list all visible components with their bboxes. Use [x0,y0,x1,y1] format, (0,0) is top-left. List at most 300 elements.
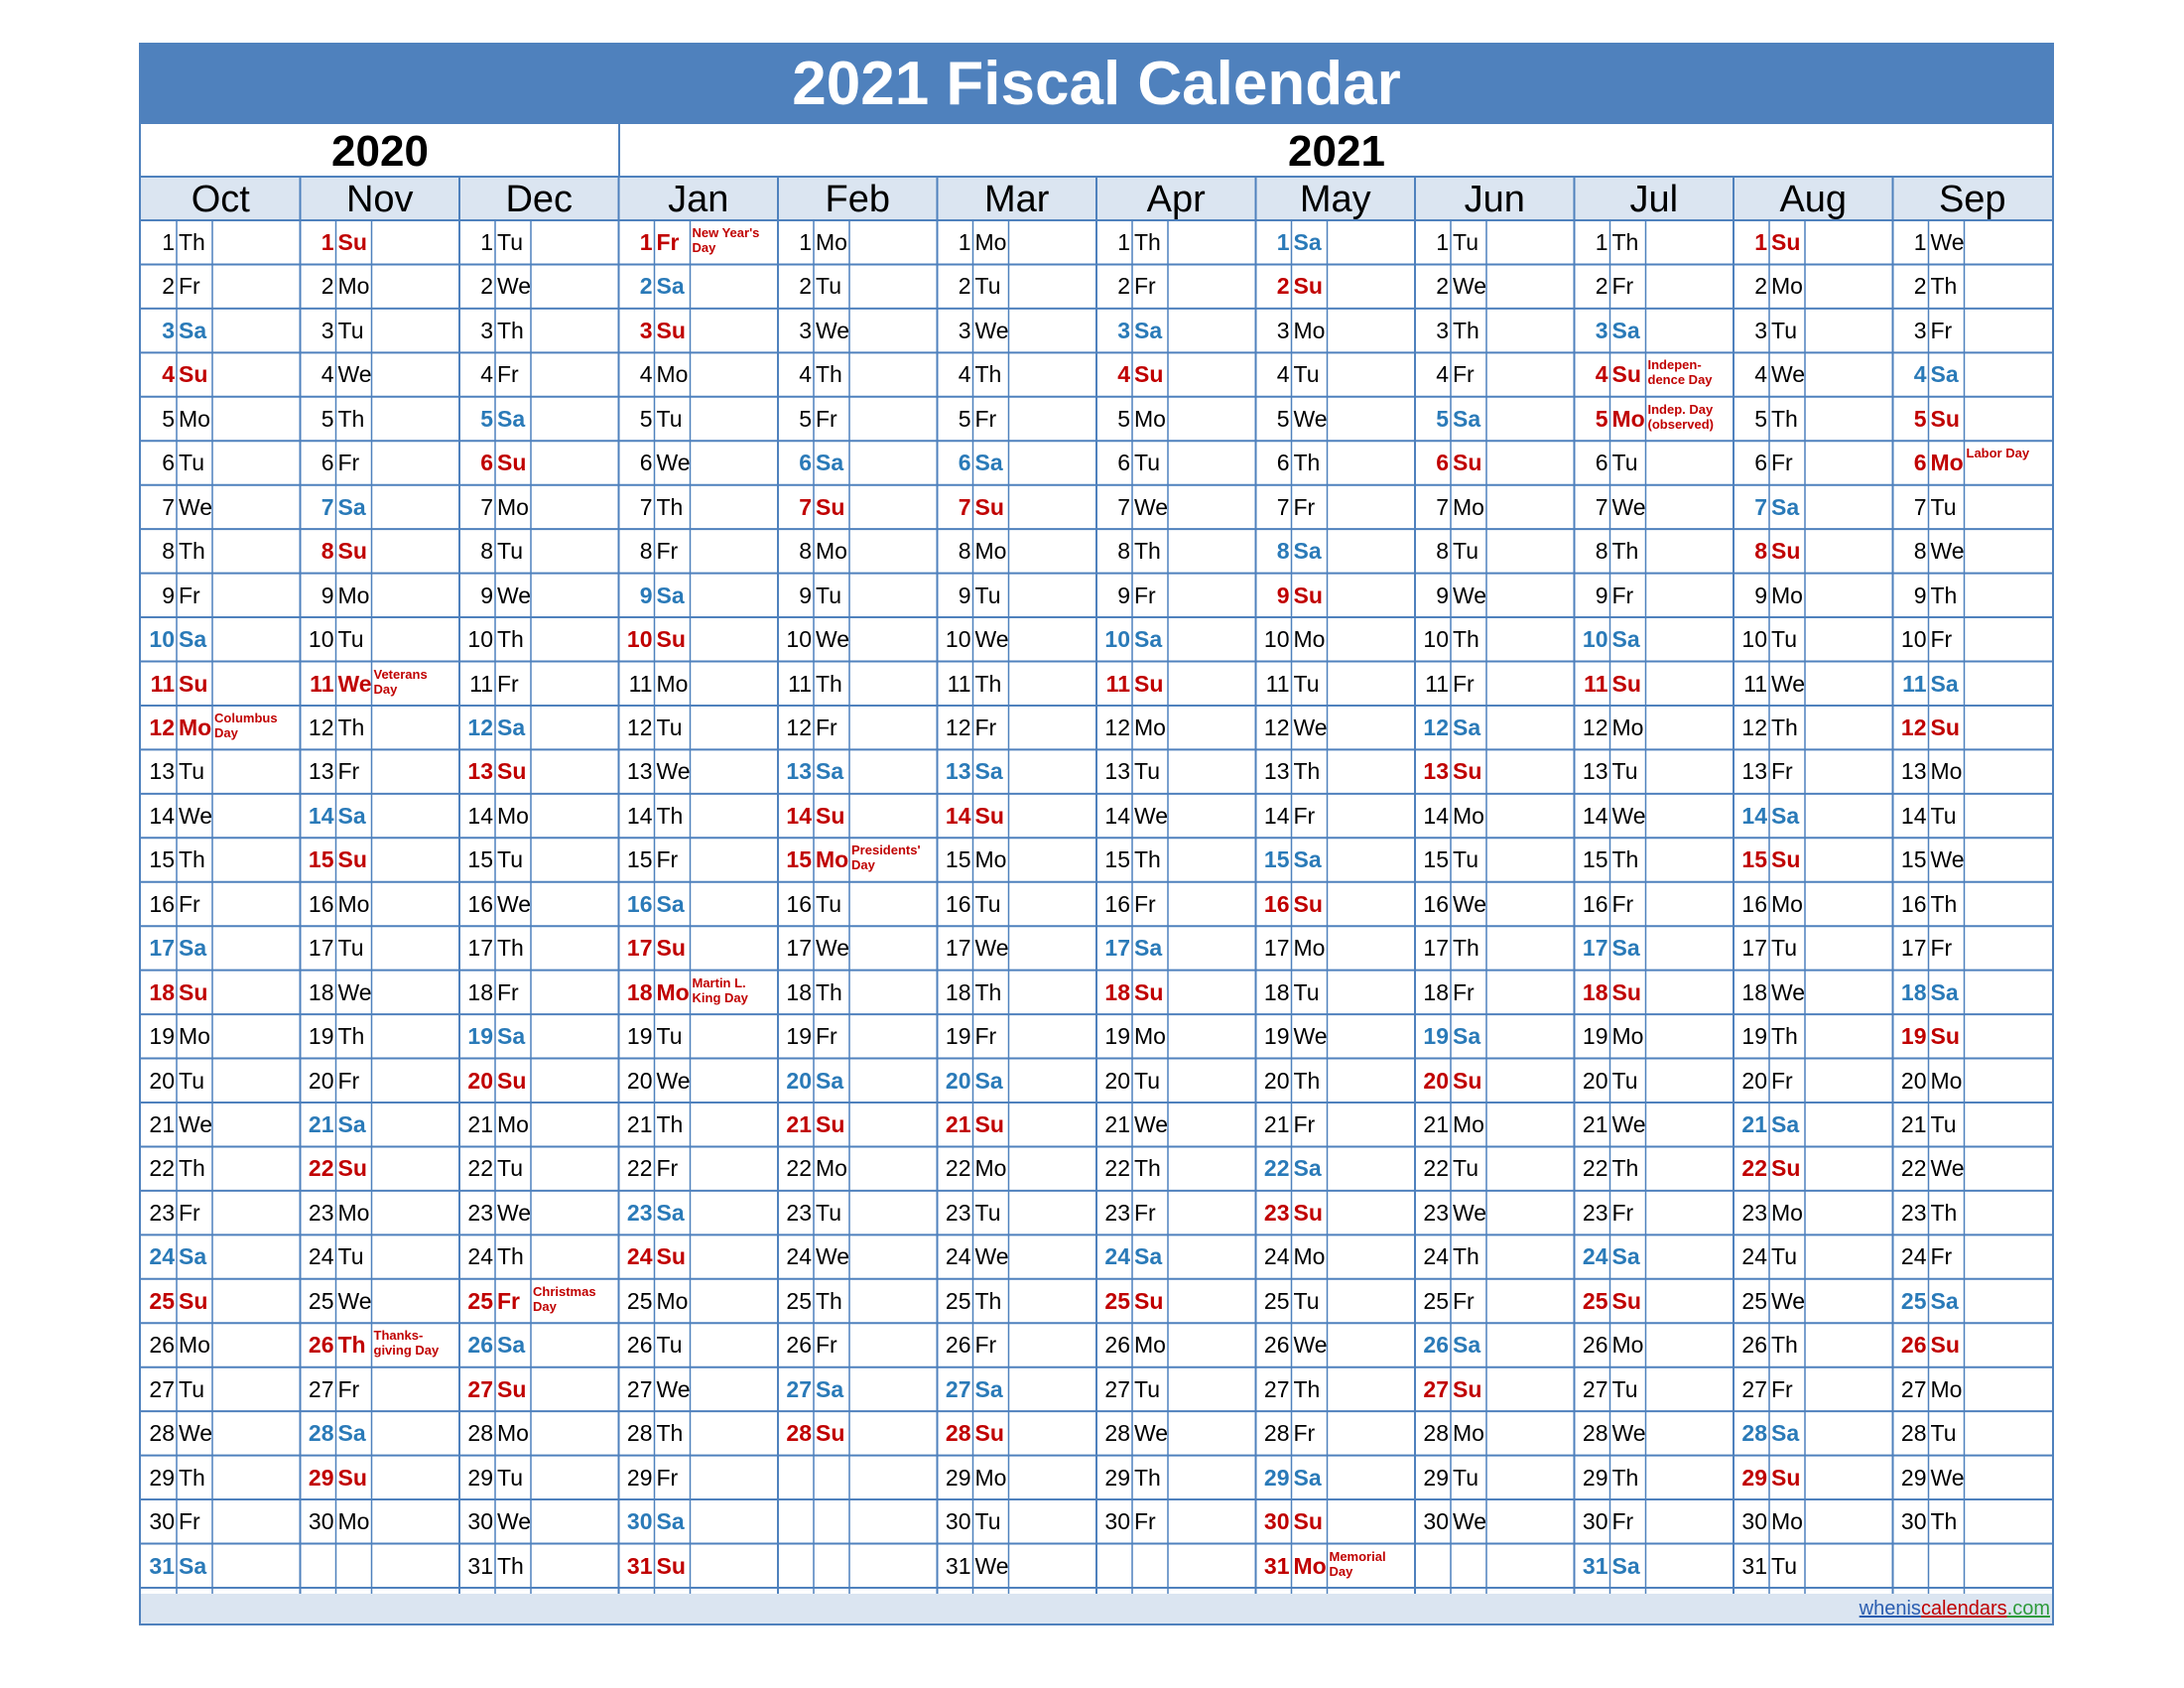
day-cell [1734,220,1893,264]
weekday-label: Mo [1771,273,1803,300]
day-number: 3 [958,317,971,343]
day-cell [1575,662,1734,706]
day-cell [1096,220,1256,264]
weekday-label: Sa [1930,1287,1959,1314]
day-cell [1734,617,1893,661]
day-number: 19 [945,1023,971,1050]
day-cell [619,1367,779,1411]
day-number: 14 [467,802,493,829]
day-number: 1 [162,229,175,255]
day-cell [1734,1367,1893,1411]
day-number: 5 [480,405,493,432]
day-number: 4 [958,361,971,388]
day-number: 17 [467,935,493,962]
day-cell [1893,264,2053,308]
day-cell [1256,397,1416,441]
day-number: 31 [945,1552,971,1579]
day-number: 14 [945,802,971,829]
day-number: 23 [626,1199,653,1226]
weekday-label: Tu [1930,493,1957,520]
day-cell [1734,1279,1893,1323]
weekday-label: Fr [179,1508,200,1535]
day-number: 14 [308,802,334,829]
day-number: 12 [308,714,334,740]
day-number: 10 [945,626,971,653]
day-cell [1096,706,1256,749]
day-cell [778,574,938,617]
day-cell [619,971,779,1014]
day-cell [1734,1411,1893,1455]
day-cell [1734,1146,1893,1190]
weekday-label: Tu [656,714,683,740]
weekday-label: We [497,1508,532,1535]
day-number: 13 [1900,758,1927,785]
day-cell [459,926,619,970]
day-cell [301,397,460,441]
day-cell [141,838,301,881]
weekday-label: Tu [337,935,364,962]
day-number: 7 [639,493,653,520]
weekday-label: Th [1771,714,1798,740]
day-cell [1575,838,1734,881]
day-number: 28 [1741,1420,1767,1447]
day-cell [778,749,938,793]
day-cell [1415,1234,1575,1278]
day-cell [1734,1544,1893,1588]
day-cell [1575,397,1734,441]
day-number: 10 [786,626,812,653]
day-cell [619,1456,779,1499]
weekday-label: Sa [656,582,685,608]
weekday-label: We [816,935,850,962]
weekday-label: Fr [1453,978,1475,1005]
weekday-label: Su [497,1067,527,1094]
month-header-feb: Feb [825,179,890,220]
weekday-label: Mo [1930,1375,1963,1402]
weekday-label: Su [1453,1067,1482,1094]
day-cell [619,1234,779,1278]
day-number: 21 [1263,1111,1290,1137]
day-cell [1575,574,1734,617]
weekday-label: Mo [1453,1111,1484,1137]
day-number: 11 [1743,670,1767,697]
day-number: 6 [162,450,175,476]
day-number: 17 [1582,935,1608,962]
day-cell [459,1367,619,1411]
day-number: 27 [1263,1375,1290,1402]
day-cell [1575,882,1734,926]
weekday-label: Fr [816,714,837,740]
day-cell [938,662,1097,706]
weekday-label: Th [497,317,524,343]
day-number: 4 [321,361,334,388]
day-number: 19 [626,1023,653,1050]
day-cell [459,485,619,529]
weekday-label: Sa [1930,361,1959,388]
day-number: 7 [799,493,812,520]
day-cell [778,971,938,1014]
day-number: 4 [162,361,175,388]
day-cell [1256,1411,1416,1455]
weekday-label: Th [497,626,524,653]
day-cell [938,706,1097,749]
day-number: 23 [1104,1199,1130,1226]
day-cell [141,1103,301,1146]
weekday-label: Su [816,1111,845,1137]
weekday-label: Tu [337,317,364,343]
weekday-label: Sa [816,450,844,476]
day-cell [778,882,938,926]
day-number: 20 [1263,1067,1290,1094]
day-cell [459,1191,619,1234]
day-cell [1893,529,2053,573]
day-number: 5 [639,405,653,432]
day-number: 26 [467,1332,493,1359]
day-cell [619,617,779,661]
weekday-label: We [974,935,1009,962]
day-number: 28 [1263,1420,1290,1447]
day-number: 14 [1104,802,1130,829]
weekday-label: Fr [337,1067,360,1094]
day-cell [1734,397,1893,441]
day-number: 11 [1584,670,1608,697]
weekday-label: Sa [1930,978,1959,1005]
holiday-name: Presidents' Day [851,843,921,873]
weekday-label: Su [179,1287,208,1314]
day-number: 9 [1117,582,1130,608]
day-number: 6 [321,450,334,476]
day-cell [1415,220,1575,264]
day-cell [301,264,460,308]
weekday-label: Tu [974,273,1001,300]
weekday-label: Tu [1134,450,1160,476]
day-number: 22 [1423,1155,1449,1182]
day-number: 11 [628,670,653,697]
day-number: 27 [786,1375,812,1402]
weekday-label: Fr [497,978,519,1005]
weekday-label: Th [1771,1023,1798,1050]
weekday-label: Fr [1930,317,1953,343]
day-cell [459,1411,619,1455]
day-cell [141,617,301,661]
day-number: 22 [1263,1155,1290,1182]
day-number: 15 [149,846,175,873]
weekday-label: Su [1293,1199,1323,1226]
day-cell [778,1146,938,1190]
weekday-label: Mo [816,229,847,255]
day-number: 26 [149,1332,175,1359]
day-number: 12 [1263,714,1290,740]
weekday-label: Tu [497,229,523,255]
day-number: 11 [1425,670,1449,697]
day-number: 30 [308,1508,334,1535]
day-cell [778,309,938,352]
weekday-label: We [497,890,532,917]
day-cell [1096,1411,1256,1455]
day-cell [1575,309,1734,352]
day-cell [619,749,779,793]
day-number: 7 [1595,493,1608,520]
day-number: 2 [1436,273,1449,300]
day-cell [1575,1499,1734,1543]
day-number: 20 [467,1067,493,1094]
weekday-label: Tu [1134,1375,1160,1402]
day-number: 2 [1117,273,1130,300]
weekday-label: Fr [974,405,997,432]
weekday-label: Su [497,450,527,476]
day-cell [619,1544,779,1588]
day-number: 13 [1582,758,1608,785]
weekday-label: Mo [1293,935,1326,962]
weekday-label: Sa [179,317,207,343]
weekday-label: Th [1293,1067,1321,1094]
day-cell [459,309,619,352]
day-number: 23 [467,1199,493,1226]
weekday-label: Sa [656,890,685,917]
day-cell [141,1059,301,1103]
day-cell [141,1411,301,1455]
day-number: 15 [786,846,812,873]
day-number: 25 [786,1287,812,1314]
day-number: 25 [626,1287,653,1314]
day-number: 1 [1913,229,1927,255]
day-number: 7 [1117,493,1130,520]
day-number: 18 [1900,978,1927,1005]
day-number: 25 [1582,1287,1608,1314]
day-cell [141,1499,301,1543]
day-number: 23 [1900,1199,1927,1226]
weekday-label: Fr [179,273,200,300]
day-cell [1734,1103,1893,1146]
day-cell [938,971,1097,1014]
day-cell [1893,574,2053,617]
weekday-label: Mo [974,846,1007,873]
day-cell [459,574,619,617]
weekday-label: Sa [1293,538,1322,565]
day-cell [1893,1191,2053,1234]
weekday-label: Mo [1771,890,1803,917]
day-number: 4 [1117,361,1130,388]
day-cell [459,1323,619,1366]
day-cell [459,1014,619,1058]
weekday-label: Fr [1453,670,1475,697]
day-number: 28 [149,1420,175,1447]
day-number: 17 [945,935,971,962]
day-cell [1575,1059,1734,1103]
day-number: 12 [149,714,175,740]
day-cell [1575,1191,1734,1234]
day-number: 27 [149,1375,175,1402]
day-number: 29 [149,1464,175,1491]
day-cell [938,1014,1097,1058]
day-cell [1256,662,1416,706]
weekday-label: Su [1611,361,1641,388]
day-cell [938,926,1097,970]
day-cell [459,1059,619,1103]
weekday-label: We [337,1287,372,1314]
weekday-label: Mo [179,405,210,432]
day-cell [938,441,1097,484]
weekday-label: Su [337,846,367,873]
weekday-label: Su [1134,670,1164,697]
day-cell [778,352,938,396]
weekday-label: Sa [974,450,1003,476]
day-cell [301,309,460,352]
weekday-label: Mo [1771,582,1803,608]
weekday-label: Fr [974,1332,997,1359]
day-number: 9 [1754,582,1767,608]
day-number: 14 [1741,802,1767,829]
weekday-label: Mo [1453,493,1484,520]
day-number: 13 [1741,758,1767,785]
weekday-label: Fr [656,846,679,873]
weekday-label: Th [1453,1243,1479,1270]
day-number: 31 [1263,1552,1290,1579]
day-cell [1096,1367,1256,1411]
weekday-label: Th [337,1332,366,1359]
weekday-label: Su [1771,1155,1801,1182]
weekday-label: Su [337,1155,367,1182]
weekday-label: Th [656,1420,684,1447]
day-cell [459,971,619,1014]
day-cell [1575,617,1734,661]
day-number: 9 [1436,582,1449,608]
day-number: 1 [639,229,653,255]
weekday-label: Su [816,493,845,520]
weekday-label: Su [816,802,845,829]
month-header-may: May [1299,179,1371,220]
day-number: 6 [1913,450,1927,476]
weekday-label: Sa [974,758,1003,785]
weekday-label: Mo [179,1023,210,1050]
weekday-label: Fr [974,714,997,740]
weekday-label: Sa [337,802,366,829]
weekday-label: Mo [1134,1023,1166,1050]
weekday-label: Mo [1134,405,1166,432]
day-cell [301,971,460,1014]
weekday-label: Su [1930,714,1960,740]
day-cell [1256,529,1416,573]
day-number: 14 [1263,802,1290,829]
day-cell [301,1411,460,1455]
day-number: 16 [1582,890,1608,917]
weekday-label: Th [1611,1155,1639,1182]
day-cell [1096,1323,1256,1366]
day-number: 19 [308,1023,334,1050]
day-cell [1575,1456,1734,1499]
weekday-label: We [1453,1508,1487,1535]
day-number: 9 [1913,582,1927,608]
day-cell [619,794,779,838]
weekday-label: Fr [1930,935,1953,962]
weekday-label: Th [1930,1508,1958,1535]
weekday-label: Fr [1771,758,1793,785]
weekday-label: Th [337,714,365,740]
day-number: 2 [799,273,812,300]
day-cell [1575,971,1734,1014]
day-number: 7 [1913,493,1927,520]
day-number: 6 [958,450,971,476]
day-number: 16 [1104,890,1130,917]
weekday-label: Fr [179,1199,200,1226]
weekday-label: We [656,758,691,785]
day-cell [301,1234,460,1278]
day-number: 13 [945,758,971,785]
day-cell [1734,971,1893,1014]
day-number: 26 [1263,1332,1290,1359]
website-link[interactable]: wheniscalendars.com [1859,1598,2050,1620]
day-number: 2 [1754,273,1767,300]
day-cell [1415,1146,1575,1190]
day-cell [778,1014,938,1058]
day-cell [459,352,619,396]
weekday-label: Fr [1134,890,1156,917]
day-number: 21 [308,1111,334,1137]
month-header-apr: Apr [1146,179,1206,220]
day-number: 25 [1423,1287,1449,1314]
weekday-label: Tu [1771,317,1797,343]
weekday-label: Th [1611,229,1639,255]
day-cell [1415,574,1575,617]
day-number: 7 [1754,493,1767,520]
day-cell [1256,1059,1416,1103]
day-cell [1256,838,1416,881]
day-cell [1575,1103,1734,1146]
day-cell [1256,794,1416,838]
weekday-label: We [337,670,372,697]
day-cell [1096,397,1256,441]
day-number: 22 [786,1155,812,1182]
day-cell [619,838,779,881]
day-cell [1415,485,1575,529]
day-number: 26 [786,1332,812,1359]
day-cell [938,1059,1097,1103]
day-number: 22 [1900,1155,1927,1182]
day-number: 18 [1741,978,1767,1005]
day-number: 29 [945,1464,971,1491]
day-cell [619,1279,779,1323]
day-cell [301,1323,460,1366]
weekday-label: Th [179,229,205,255]
day-cell [1734,882,1893,926]
day-cell [1256,1103,1416,1146]
day-cell [1256,1191,1416,1234]
weekday-label: Tu [816,273,841,300]
day-number: 4 [1595,361,1608,388]
day-cell [459,529,619,573]
day-cell [778,662,938,706]
day-number: 4 [480,361,493,388]
weekday-label: We [1611,1420,1646,1447]
weekday-label: Fr [1771,1067,1793,1094]
day-number: 29 [626,1464,653,1491]
day-cell [1096,662,1256,706]
day-number: 12 [786,714,812,740]
day-cell [1256,882,1416,926]
month-header-oct: Oct [191,179,250,220]
weekday-label: Su [974,493,1004,520]
day-number: 24 [1423,1243,1449,1270]
day-number: 19 [1900,1023,1927,1050]
weekday-label: We [1453,890,1487,917]
holiday-name: Indepen- dence Day [1647,357,1713,388]
day-cell [459,441,619,484]
day-number: 2 [1595,273,1608,300]
day-number: 11 [1265,670,1290,697]
day-number: 19 [1423,1023,1449,1050]
day-cell [301,1146,460,1190]
weekday-label: Mo [337,273,370,300]
